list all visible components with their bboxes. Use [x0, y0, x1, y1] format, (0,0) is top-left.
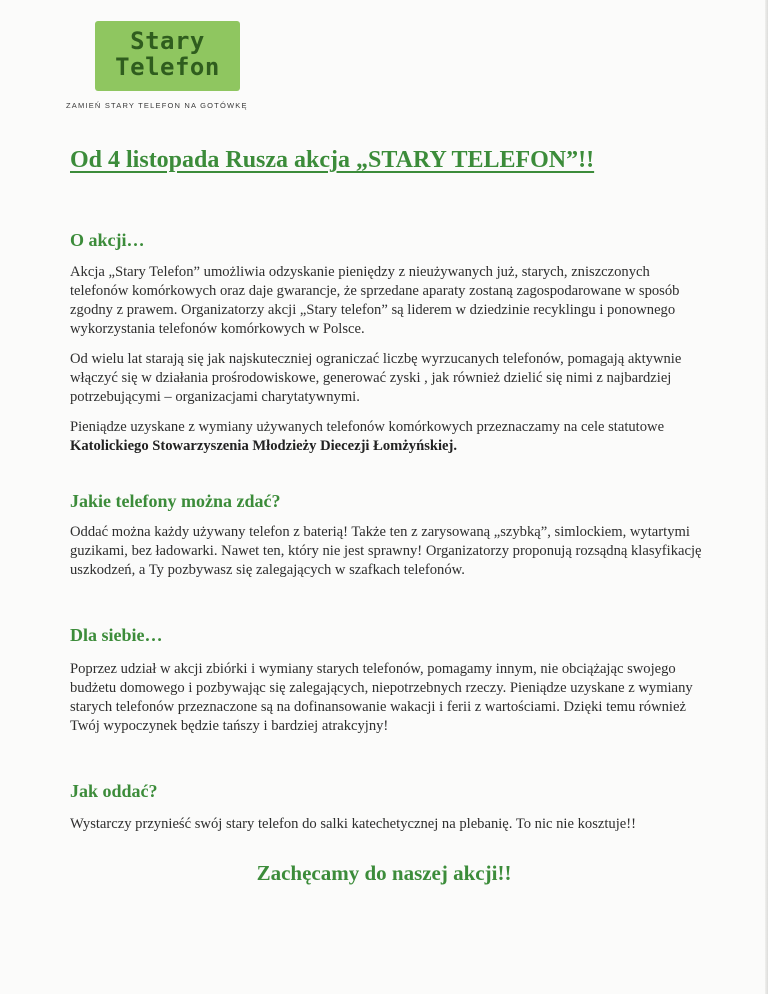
- organization-name: Katolickiego Stowarzyszenia Młodzieży Diecezji Łomżyńskiej.: [70, 438, 458, 454]
- about-paragraph-3-text: Pieniądze uzyskane z wymiany używanych telefonów komórkowych przeznaczamy na cele statutowe: [70, 419, 665, 435]
- about-paragraph-1: Akcja „Stary Telefon” umożliwia odzyskanie pieniędzy z nieużywanych już, starych, zniszczonych telefonów komórkowych oraz daje gwarancje, że sprzedane aparaty zostaną zagospodarowane w sposób zgodny z prawem. Organizatorzy akcji „Stary telefon” są liderem w dziedzinie recyklingu i ponownego wykorzystania telefonów komórkowych w Polsce.: [70, 264, 680, 337]
- which-phones-paragraph: Oddać można każdy używany telefon z baterią! Także ten z zarysowaną „szybką”, simlockiem, wytartymi guzikami, bez ładowarki. Nawet ten, który nie jest sprawny! Organizatorzy proponują rozsądną klasyfikację uszkodzeń, a Ty pozbywasz się zalegających w szafkach telefonów.: [70, 524, 702, 578]
- stary-telefon-logo: [95, 21, 240, 91]
- section-heading-how-to-give: Jak oddać?: [70, 781, 158, 801]
- logo-line-1: Stary: [130, 27, 205, 55]
- section-heading-for-yourself: Dla siebie…: [70, 625, 163, 645]
- for-yourself-paragraph: Poprzez udział w akcji zbiórki i wymiany starych telefonów, pomagamy innym, nie obciążając swojego budżetu domowego i pozbywając się zalegających, niepotrzebnych rzeczy. Pieniądze uzyskane z wymiany starych telefonów przeznaczone są na dofinansowanie wakacji i ferii z wartościami. Dzięki temu również Twój wypoczynek będzie tańszy i bardziej atrakcyjny!: [70, 661, 693, 734]
- section-heading-which-phones: Jakie telefony można zdać?: [70, 491, 281, 511]
- closing-call-to-action: Zachęcamy do naszej akcji!!: [256, 861, 512, 885]
- about-paragraph-2: Od wielu lat starają się jak najskuteczniej ograniczać liczbę wyrzucanych telefonów, pomagają aktywnie włączyć się w działania prośrodowiskowe, generować zyski , jak również dzielić się nimi z najbardziej potrzebującymi – organizacjami charytatywnymi.: [70, 351, 682, 405]
- logo-line-2: Telefon: [115, 53, 220, 81]
- tagline: ZAMIEŃ STARY TELEFON NA GOTÓWKĘ: [66, 101, 248, 110]
- how-to-give-paragraph: Wystarczy przynieść swój stary telefon do salki katechetycznej na plebanię. To nic nie kosztuje!!: [70, 816, 636, 832]
- section-heading-about: O akcji…: [70, 230, 145, 250]
- document-title: Od 4 listopada Rusza akcja „STARY TELEFON”!!: [70, 147, 595, 173]
- about-paragraph-3: [70, 418, 710, 456]
